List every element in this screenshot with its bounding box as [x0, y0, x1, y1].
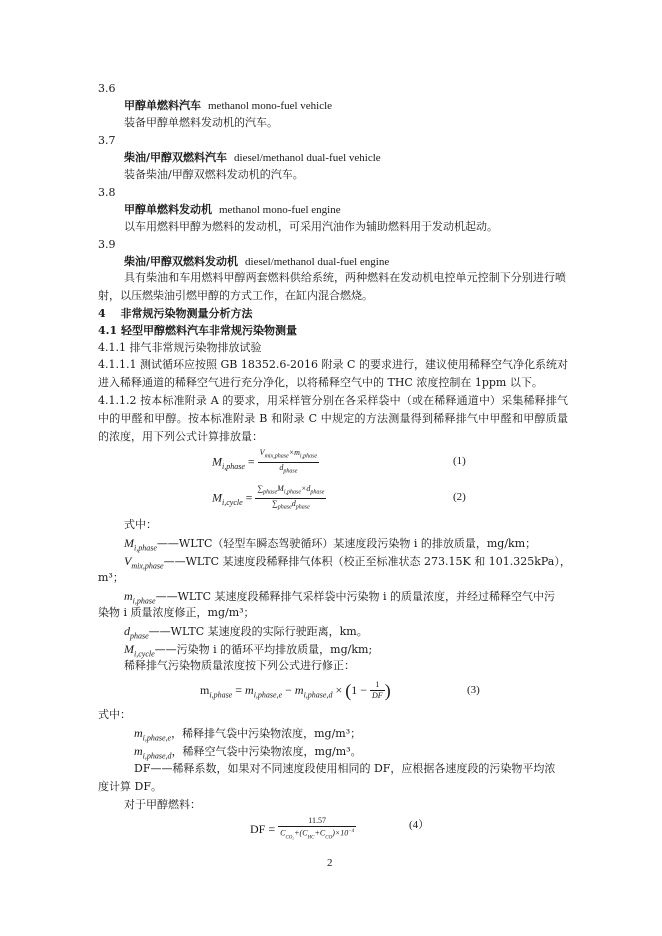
def-term-zh: 甲醇单燃料发动机 [124, 203, 212, 216]
def-description: 具有柴油和车用燃料甲醇两套燃料供给系统，两种燃料在发动机电控单元控制下分别进行喷射，以压燃柴油引燃甲醇的方式工作，在缸内混合燃烧。 [98, 271, 566, 302]
equation-2: $M_{i,cycle}$ = $\frac{\sum_{phase}M_{i,phase}\times d_{phase}}{\sum_{phase}d_{phase}}$ [212, 484, 325, 511]
df-definition: DF——稀释系数，如果对不同速度段使用相同的 DF，应根据各速度段的污染物平均浓 [134, 762, 556, 775]
def-term [124, 151, 381, 165]
where-label: 式中： [124, 518, 157, 531]
equation-4: DF = $\frac{11.57}{C_{CO_2}+(C_{HC}+C_{CO})\times 10^{-4}}$ [250, 816, 356, 843]
variable-text: ——WLTC 某速度段的实际行驶距离，km。 [148, 625, 368, 638]
fraction: $\frac{V_{mix,phase}\times m_{i,phase}}{d_{phase}}$ [259, 448, 318, 475]
variable-text: ——WLTC（轻型车瞬态驾驶循环）某速度段污染物 i 的排放质量，mg/km； [156, 537, 537, 550]
variable-definition: $m_{i,phase,e}$，稀释排气袋中污染物浓度，mg/m³； [134, 726, 362, 743]
equation-3: $m_{i,phase} = m_{i,phase,e} - m_{i,phase,d} \times (1$ − $\frac{1}{DF}$ ) [200, 680, 391, 701]
paragraph-4-1-1-2: 4.1.1.2 按本标准附录 A 的要求，用采样管分别在各采样袋中（或在稀释通道中）采集稀释排气中的甲醛和甲醇。按本标准附录 B 和附录 C 中规定的方法测量得到稀释排气中甲醛和甲醇质量的浓度，用下列公式计算排放量： [98, 394, 568, 443]
equation-number: (1) [453, 455, 466, 467]
paragraph-4-1-1-1: 4.1.1.1 测试循环应按照 GB 18352.6-2016 附录 C 的要求进行，建议使用稀释空气净化系统对进入稀释通道的稀释空气进行充分净化，以将稀释空气中的 THC 浓度控制在 1ppm 以下。 [98, 358, 568, 389]
variable-definition: $M_{i,phase}——WLTC$（轻型车瞬态驾驶循环）某速度段污染物 i 的排放质量，mg/km； [124, 536, 537, 553]
correction-intro: 稀释排气污染物质量浓度按下列公式进行修正： [124, 659, 355, 672]
variable-text: ，稀释空气袋中污染物浓度，mg/m³。 [171, 745, 362, 758]
variable-definition: $V_{mix,phase}——WLTC$ 某速度段稀释排气体积（校正至标准状态 273.15K 和 101.325kPa）， [124, 554, 571, 571]
equation-number: (2) [453, 491, 466, 503]
equation-number: (3) [467, 684, 480, 696]
def-term-en: methanol mono-fuel engine [219, 204, 341, 216]
def-term [124, 99, 332, 113]
variable-definition: $d_{phase}——WLTC$ 某速度段的实际行驶距离，km。 [124, 624, 368, 641]
variable-definition: $m_{i,phase,d}$，稀释空气袋中污染物浓度，mg/m³。 [134, 744, 362, 761]
variable-text: ——WLTC 某速度段稀释排气体积（校正至标准状态 273.15K 和 101.325kPa）， [163, 555, 571, 568]
where-label: 式中： [98, 708, 131, 721]
def-term-en: methanol mono-fuel vehicle [208, 100, 333, 112]
variable-text-cont: m³； [98, 571, 124, 584]
variable-text: ，稀释排气袋中污染物浓度，mg/m³； [171, 727, 362, 740]
def-description: 装备柴油/甲醇双燃料发动机的汽车。 [124, 168, 304, 181]
variable-definition: $M_{i,cycle}——$污染物 i 的循环平均排放质量，mg/km; [124, 642, 373, 659]
def-number: 3.7 [98, 134, 116, 147]
def-number: 3.6 [98, 82, 116, 95]
fraction: $\frac{\sum_{phase}M_{i,phase}\times d_{phase}}{\sum_{phase}d_{phase}}$ [257, 484, 325, 511]
section-heading-4-1: 4.1 轻型甲醇燃料汽车非常规污染物测量 [98, 324, 297, 337]
methanol-intro: 对于甲醇燃料： [124, 798, 201, 811]
def-term-en: diesel/methanol dual-fuel vehicle [234, 152, 381, 164]
def-term [124, 255, 389, 269]
def-description: 装备甲醇单燃料发动机的汽车。 [124, 116, 278, 129]
variable-text: ——污染物 i 的循环平均排放质量，mg/km; [154, 643, 373, 656]
def-description: 以车用燃料甲醇为燃料的发动机，可采用汽油作为辅助燃料用于发动机起动。 [124, 220, 498, 233]
def-term-zh: 甲醇单燃料汽车 [124, 99, 201, 112]
def-term-zh: 柴油/甲醇双燃料发动机 [124, 255, 239, 268]
equation-number: (4） [409, 819, 430, 831]
section-heading-4: 4 非常规污染物测量分析方法 [98, 307, 253, 320]
page-number: 2 [327, 857, 333, 869]
equation-1: $M_{i,phase}$ = $\frac{V_{mix,phase}\times m_{i,phase}}{d_{phase}}$ [212, 448, 318, 475]
def-term-en: diesel/methanol dual-fuel engine [245, 256, 390, 268]
fraction: $\frac{1}{DF}$ [372, 680, 383, 700]
df-definition-cont: 度计算 DF。 [98, 780, 162, 793]
def-number: 3.8 [98, 186, 116, 199]
variable-text: ——WLTC 某速度段稀释排气采样袋中污染物 i 的质量浓度，并经过稀释空气中污 [155, 590, 556, 603]
section-heading-4-1-1: 4.1.1 排气非常规污染物排放试验 [98, 341, 262, 354]
variable-text-cont: 染物 i 质量浓度修正，mg/m³； [98, 606, 255, 619]
def-number: 3.9 [98, 238, 116, 251]
def-term-zh: 柴油/甲醇双燃料汽车 [124, 151, 228, 164]
variable-definition: $m_{i,phase}——WLTC$ 某速度段稀释排气采样袋中污染物 i 的质量浓度，并经过稀释空气中污 [124, 589, 556, 606]
def-term [124, 203, 341, 217]
fraction: $\frac{11.57}{C_{CO_2}+(C_{HC}+C_{CO})\times 10^{-4}}$ [280, 816, 355, 841]
